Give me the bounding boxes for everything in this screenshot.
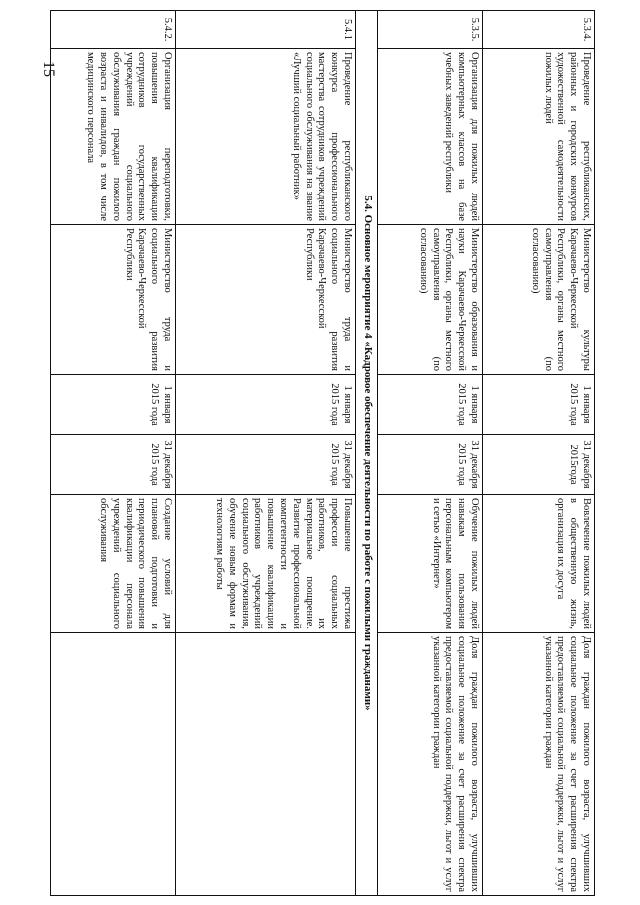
executor: Министерство образования и науки Карачаево-Черкесской Республики, органы местного самоуправления (по согласованию) [378, 225, 483, 375]
table-row [378, 11, 483, 896]
section-title: 5.4. Основное мероприятие 4 «Кадровое обеспечение деятельности по работе с пожилыми гражданами» [356, 11, 378, 896]
end-date: 31 декабря 2015 года [176, 435, 356, 495]
measure-name: Проведение республиканских, районных и городских конкурсов художественной самодеятельности пожилых людей [483, 49, 595, 225]
executor: Министерство труда и социального развития Карачаево-Черкесской Республики [176, 225, 356, 375]
expected-result: Создание условий для плановой подготовки и периодического повышения квалификации персонала учреждений социального обслуживания [51, 495, 176, 633]
table-row [51, 11, 176, 896]
end-date: 31 декабря 2015 года [51, 435, 176, 495]
row-number: 5.3.5. [378, 11, 483, 49]
measure-name: Проведение республиканского конкурса профессионального мастерства сотрудников учреждений социального обслуживания на звание «Лучший социальный работник» [176, 49, 356, 225]
indicator: Доля граждан пожилого возраста, улучшивших социальное положение за счет расширения спектра предоставляемой социальной поддержки, льгот и услуг указанной категории граждан [378, 633, 483, 896]
expected-result: Повышение престижа профессии социальных работников, их материальное поощрение. Развитие профессиональной компетентности и повышение квалификации работников учреждений социального обслуживания, обучение новым формам и технологиям работы [176, 495, 356, 633]
indicator [51, 633, 176, 896]
measure-name: Организация переподготовки, повышения квалификации сотрудников государственных учреждений социального обслуживания граждан пожилого возраста и инвалидов, в том числе медицинского персонала [51, 49, 176, 225]
start-date: 1 января 2015 года [483, 375, 595, 435]
measures-table [50, 10, 595, 896]
expected-result: Обучение пожилых людей навыкам пользования персональным компьютером и сетью «Интернет» [378, 495, 483, 633]
end-date: 31 декабря 2015 года [378, 435, 483, 495]
row-number: 5.3.4. [483, 11, 595, 49]
table-row [483, 11, 595, 896]
expected-result: Вовлечение пожилых людей в общественную жизнь, организация их досуга [483, 495, 595, 633]
page-number: 15 [40, 61, 57, 77]
start-date: 1 января 2015 года [176, 375, 356, 435]
row-number: 5.4.2. [51, 11, 176, 49]
table-row [176, 11, 356, 896]
start-date: 1 января 2015 года [51, 375, 176, 435]
measure-name: Организация для пожилых людей компьютерных классов на базе учебных заведений республики [378, 49, 483, 225]
end-date: 31 декабря 2015года [483, 435, 595, 495]
start-date: 1 января 2015 года [378, 375, 483, 435]
row-number: 5.4.1 [176, 11, 356, 49]
executor: Министерство культуры Карачаево-Черкесской Республики, органы местного самоуправления (по согласованию) [483, 225, 595, 375]
section-row [356, 11, 378, 896]
executor: Министерство труда и социального развития Карачаево-Черкесской Республики [51, 225, 176, 375]
indicator: Доля граждан пожилого возраста, улучшивших социальное положение за счет расширения спектра предоставляемой социальной поддержки, льгот и услуг указанной категории граждан [483, 633, 595, 896]
indicator [176, 633, 356, 896]
